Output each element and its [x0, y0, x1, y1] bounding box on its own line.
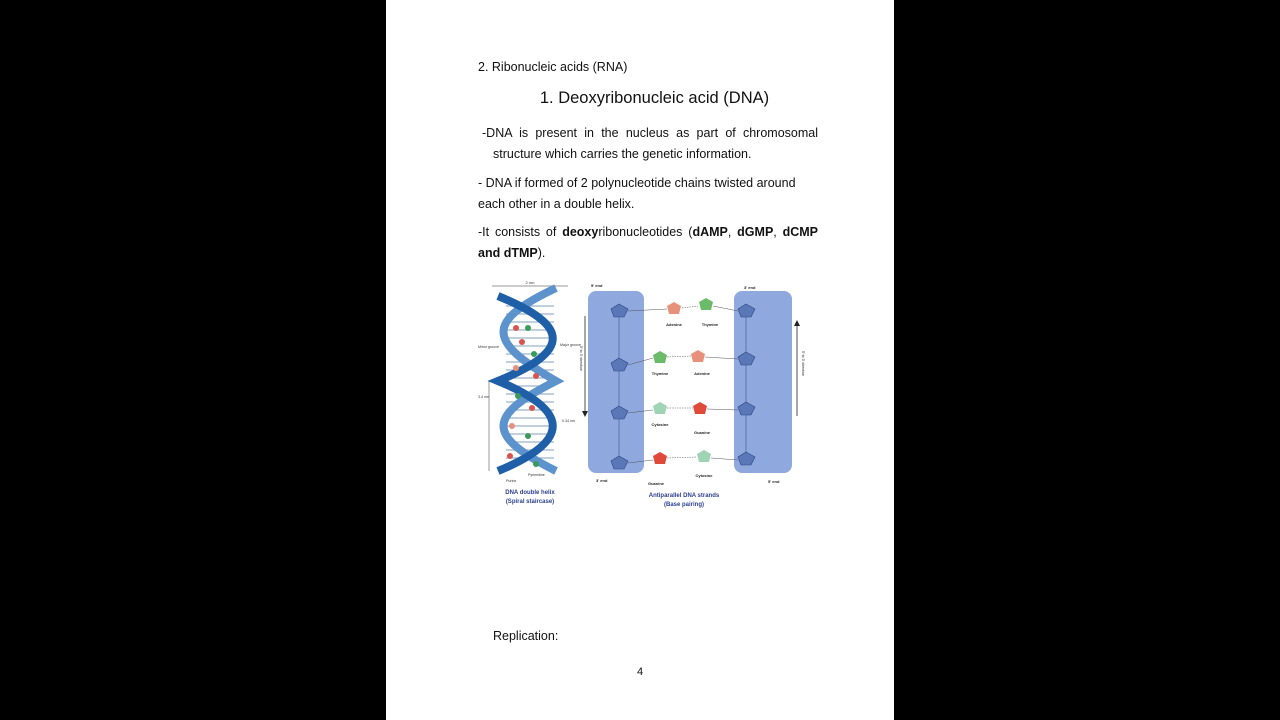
- right-backbone: [734, 291, 792, 473]
- list-item-rna: 2. Ribonucleic acids (RNA): [478, 60, 628, 74]
- label-major-groove: Major groove: [560, 343, 581, 347]
- guanine-base: [653, 452, 667, 464]
- label-purine: Purine: [506, 479, 517, 483]
- text-run: ,: [727, 225, 738, 239]
- adenine-base: [667, 302, 681, 314]
- caption-strands-subtitle: (Base pairing): [663, 502, 705, 508]
- paragraph-line: [478, 243, 818, 264]
- caption-helix-title: DNA double helix: [505, 490, 555, 496]
- section-title: 1. Deoxyribonucleic acid (DNA): [539, 89, 770, 107]
- pair4-right-label: Cytosine: [695, 473, 713, 478]
- replication-heading: Replication:: [493, 629, 559, 643]
- paragraph-line: structure which carries the genetic information.: [493, 147, 752, 161]
- label-minor-groove: Minor groove: [478, 345, 499, 349]
- caption-helix-subtitle: (Spiral staircase): [505, 499, 555, 505]
- pair1-left-label: Adenine: [666, 322, 682, 327]
- glycosidic-bond: [711, 458, 738, 460]
- dna-double-helix-diagram: [478, 280, 581, 505]
- paragraph-line: each other in a double helix.: [478, 197, 635, 211]
- dna-figure: [476, 276, 806, 516]
- text-run: -It consists of: [478, 225, 563, 239]
- label-5-prime-bottom: 5' end: [768, 479, 780, 484]
- thymine-base: [653, 351, 667, 363]
- bold-term: dAMP: [692, 225, 728, 239]
- label-3-prime-bottom: 3' end: [596, 478, 608, 483]
- label-direction-left: 5' to 3' direction: [579, 346, 583, 371]
- pair2-left-label: Thymine: [651, 371, 669, 376]
- hydrogen-bond: [667, 356, 691, 357]
- hydrogen-bond: [682, 306, 698, 308]
- arrowhead-down: [582, 411, 588, 417]
- arrowhead-up: [794, 320, 800, 326]
- pair4-left-label: Guanine: [647, 481, 665, 486]
- paragraph-dna-structure: [478, 173, 818, 215]
- paragraph-dna-composition: [478, 222, 818, 264]
- left-backbone: [588, 291, 644, 473]
- paragraph-line: -DNA is present in the nucleus as part of chromosomal: [482, 126, 818, 140]
- bold-term: dCMP: [782, 225, 819, 239]
- cytosine-base: [697, 450, 711, 462]
- cytosine-base: [653, 402, 667, 414]
- antiparallel-strands-diagram: [579, 283, 805, 508]
- glycosidic-bond: [707, 409, 738, 410]
- document-page: [386, 0, 894, 720]
- bold-term: deoxy: [562, 225, 599, 239]
- label-pitch: 3.4 nm: [478, 395, 489, 399]
- paragraph-dna-location: [478, 123, 818, 165]
- label-3-prime-top: 3' end: [744, 285, 756, 290]
- label-direction-right: 5' to 3' direction: [801, 351, 805, 376]
- text-run: ).: [537, 246, 546, 260]
- hydrogen-bond: [667, 457, 697, 458]
- glycosidic-bond: [705, 357, 738, 359]
- label-pyrimidine: Pyrimidine: [528, 473, 545, 477]
- paragraph-line: - DNA if formed of 2 polynucleotide chains twisted around: [478, 176, 796, 190]
- bold-term: and dTMP: [478, 246, 538, 260]
- bold-term: dGMP: [737, 225, 774, 239]
- pair3-left-label: Cytosine: [651, 422, 669, 427]
- caption-strands-title: Antiparallel DNA strands: [648, 493, 720, 499]
- label-width: 2 nm: [525, 280, 535, 285]
- label-5-prime-top: 5' end: [591, 283, 603, 288]
- label-rise: 0.34 nm: [562, 419, 575, 423]
- text-run: ribonucleotides (: [598, 225, 693, 239]
- pair3-right-label: Guanine: [693, 430, 711, 435]
- adenine-base: [691, 350, 705, 362]
- text-run: ,: [773, 225, 783, 239]
- pair2-right-label: Adenine: [694, 371, 710, 376]
- pair1-right-label: Thymine: [701, 322, 719, 327]
- guanine-base: [693, 402, 707, 414]
- page-number: 4: [636, 666, 644, 678]
- paragraph-line: [478, 222, 818, 243]
- thymine-base: [699, 298, 713, 310]
